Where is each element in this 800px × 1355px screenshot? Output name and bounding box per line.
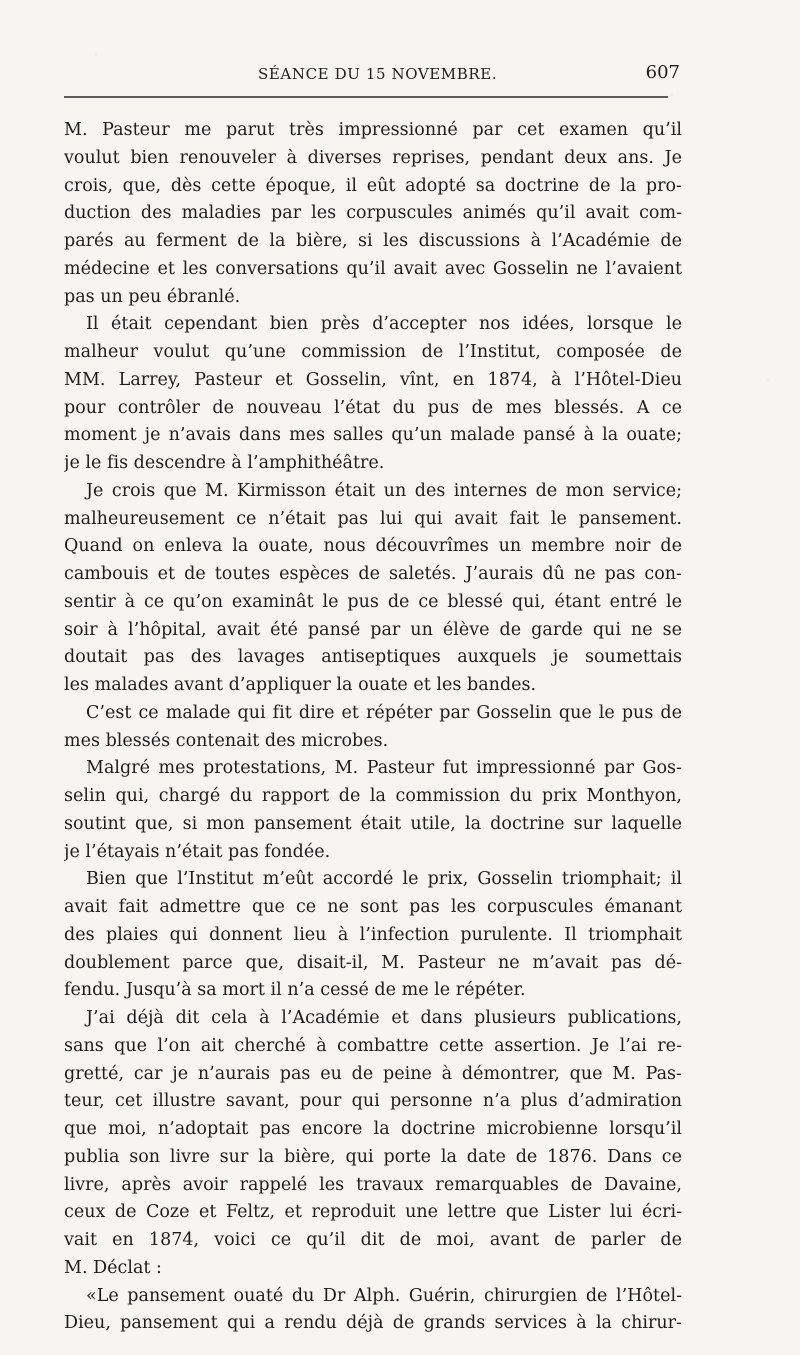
text-line: parés au ferment de la bière, si les discussions à l’Académie de — [64, 231, 682, 251]
text-line: gretté, car je n’aurais pas eu de peine à démontrer, que M. Pas- — [64, 1063, 682, 1084]
text-line: je l’étayais n’était pas fondée. — [64, 841, 331, 862]
text-line: médecine et les conversations qu’il avait avec Gosselin ne l’avaient — [64, 258, 682, 279]
text-line: «Le pansement ouaté du Dr Alph. Guérin, chirurgien de l’Hôtel- — [86, 1285, 682, 1306]
text-line: soutint que, si mon pansement était utile, la doctrine sur laquelle — [64, 813, 682, 834]
paragraph — [64, 478, 682, 700]
paragraph — [64, 866, 682, 1005]
text-line: avait fait admettre que ce ne sont pas les corpuscules émanant — [64, 897, 682, 917]
header-rule — [64, 96, 668, 98]
text-line: moment je n’avais dans mes salles qu’un malade pansé à la ouate; — [64, 425, 682, 446]
text-line: teur, cet illustre savant, pour qui personne n’a plus d’admiration — [64, 1091, 682, 1112]
text-line: soir à l’hôpital, avait été pansé par un élève de garde qui ne se — [64, 619, 682, 640]
text-line: fendu. Jusqu’à sa mort il n’a cessé de me le répéter. — [64, 980, 526, 1001]
text-line: Dieu, pansement qui a rendu déjà de grands services à la chirur- — [64, 1313, 682, 1334]
paragraph — [64, 311, 682, 478]
text-line: Quand on enleva la ouate, nous découvrîmes un membre noir de — [64, 536, 682, 557]
text-line: mes blessés contenait des microbes. — [64, 730, 389, 751]
body-text — [64, 117, 682, 1334]
paragraph — [64, 1283, 682, 1339]
text-line: doutait pas des lavages antiseptiques auxquels je soumettais — [64, 647, 682, 668]
text-line: vait en 1874, voici ce qu’il dit de moi, avant de parler de — [64, 1230, 682, 1250]
text-line: que moi, n’adoptait pas encore la doctrine microbienne lorsqu’il — [64, 1119, 682, 1139]
text-line: je le fis descendre à l’amphithéâtre. — [64, 453, 385, 473]
text-line: J’ai déjà dit cela à l’Académie et dans plusieurs publications, — [86, 1008, 682, 1028]
text-line: Il était cependant bien près d’accepter nos idées, lorsque le — [86, 314, 682, 335]
paragraph — [64, 1005, 682, 1283]
text-line: publia son livre sur la bière, qui porte la date de 1876. Dans ce — [64, 1146, 682, 1167]
paragraph — [64, 700, 682, 756]
paragraph — [64, 117, 682, 311]
text-line: pour contrôler de nouveau l’état du pus de mes blessés. A ce — [64, 397, 682, 418]
text-line: pas un peu ébranlé. — [64, 286, 241, 307]
text-line: M. Pasteur me parut très impressionné par cet examen qu’il — [64, 120, 682, 140]
text-line: Je crois que M. Kirmisson était un des internes de mon service; — [86, 480, 682, 501]
page-number: 607 — [645, 62, 680, 83]
running-head-title: SÉANCE DU 15 NOVEMBRE. — [258, 65, 498, 83]
text-line: malheureusement ce n’était pas lui qui avait fait le pansement. — [64, 508, 682, 529]
text-line: MM. Larrey, Pasteur et Gosselin, vînt, en 1874, à l’Hôtel-Dieu — [64, 369, 682, 390]
text-line: voulut bien renouveler à diverses reprises, pendant deux ans. Je — [64, 147, 682, 168]
running-head — [64, 62, 680, 92]
text-line: sentir à ce qu’on examinât le pus de ce blessé qui, étant entré le — [64, 591, 682, 612]
paragraph — [64, 755, 682, 866]
text-line: les malades avant d’appliquer la ouate et les bandes. — [64, 675, 537, 695]
text-line: des plaies qui donnent lieu à l’infection purulente. Il triomphait — [64, 924, 682, 945]
text-line: cambouis et de toutes espèces de saletés. J’aurais dû ne pas con- — [64, 564, 682, 584]
text-line: selin qui, chargé du rapport de la commission du prix Monthyon, — [64, 786, 682, 806]
text-line: Malgré mes protestations, M. Pasteur fut impressionné par Gos- — [86, 758, 682, 779]
text-line: crois, que, dès cette époque, il eût adopté sa doctrine de la pro- — [64, 175, 682, 196]
text-line: duction des maladies par les corpuscules animés qu’il avait com- — [64, 203, 682, 224]
text-line: livre, après avoir rappelé les travaux remarquables de Davaine, — [64, 1174, 682, 1195]
text-line: C’est ce malade qui fit dire et répéter par Gosselin que le pus de — [86, 702, 682, 723]
text-line: malheur voulut qu’une commission de l’Institut, composée de — [64, 342, 682, 362]
text-line: M. Déclat : — [64, 1257, 162, 1278]
text-line: ceux de Coze et Feltz, et reproduit une lettre que Lister lui écri- — [64, 1202, 682, 1223]
text-line: sans que l’on ait cherché à combattre cette assertion. Je l’ai re- — [64, 1035, 682, 1056]
text-line: doublement parce que, disait-il, M. Pasteur ne m’avait pas dé- — [64, 952, 682, 973]
text-line: Bien que l’Institut m’eût accordé le prix, Gosselin triomphait; il — [86, 869, 682, 890]
